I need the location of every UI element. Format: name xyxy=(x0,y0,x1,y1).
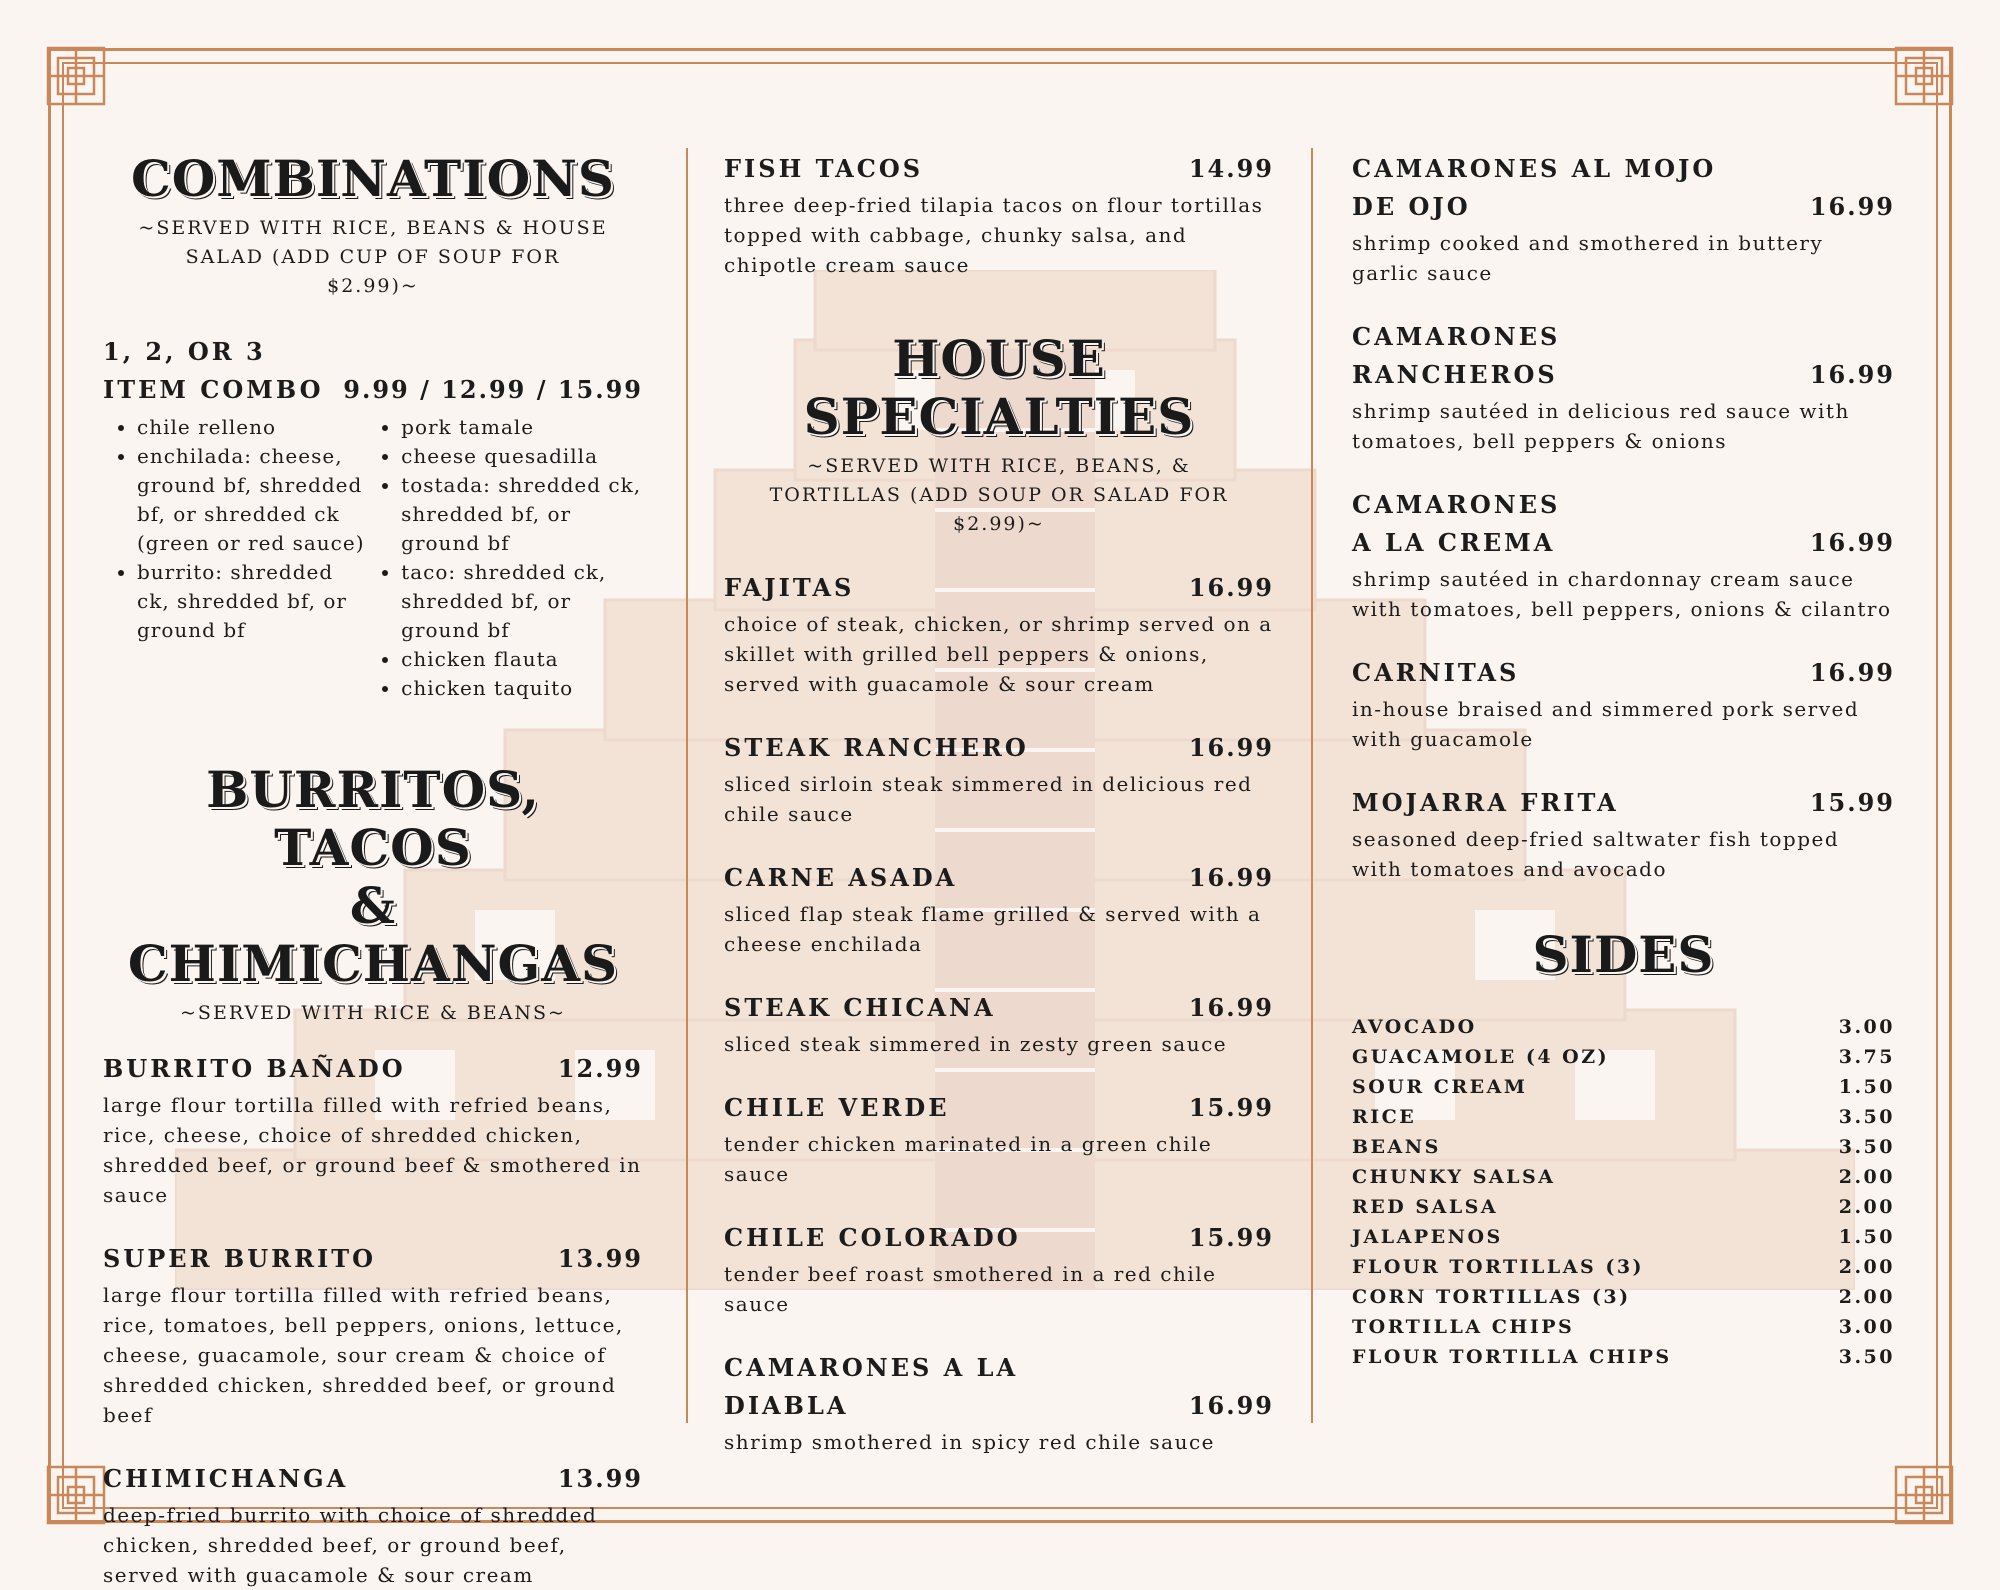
item-price: 16.99 xyxy=(1188,1391,1274,1420)
menu-item xyxy=(724,1089,1274,1189)
list-item: • tostada: shredded ck, shredded bf, or ground bf xyxy=(401,471,643,558)
side-item xyxy=(1352,1192,1895,1222)
sides-section xyxy=(1352,926,1895,1372)
list-item: • cheese quesadilla xyxy=(401,442,643,471)
side-item xyxy=(1352,1132,1895,1162)
house-title-line2: SPECIALTIES xyxy=(803,387,1195,446)
menu-item xyxy=(724,989,1274,1059)
house-note: ~SERVED WITH RICE, BEANS, & TORTILLAS (ADD SOUP OR SALAD FOR $2.99)~ xyxy=(769,455,1229,535)
side-name: RICE xyxy=(1352,1106,1417,1128)
item-name: MOJARRA FRITA xyxy=(1352,788,1619,817)
item-price: 16.99 xyxy=(1188,863,1274,892)
item-name: CHILE VERDE xyxy=(724,1093,950,1122)
side-name: BEANS xyxy=(1352,1136,1441,1158)
combinations-title: COMBINATIONS xyxy=(130,149,616,208)
combo-prices: 9.99 / 12.99 / 15.99 xyxy=(343,375,643,404)
item-name: SUPER BURRITO xyxy=(103,1244,376,1273)
sides-list xyxy=(1352,1012,1895,1372)
item-name: FAJITAS xyxy=(724,573,855,602)
menu-item xyxy=(1352,784,1895,884)
combo-line1: 1, 2, OR 3 xyxy=(103,337,266,366)
menu-item xyxy=(1352,654,1895,754)
combinations-note: ~SERVED WITH RICE, BEANS & HOUSE SALAD (ADD CUP OF SOUP FOR $2.99)~ xyxy=(138,217,608,297)
side-price: 2.00 xyxy=(1838,1256,1895,1278)
item-description: choice of steak, chicken, or shrimp served on a skillet with grilled bell peppers & onions, served with guacamole & sour cream xyxy=(724,612,1273,696)
combo-list-left xyxy=(103,413,369,703)
item-name: CHILE COLORADO xyxy=(724,1223,1021,1252)
house-title-line1: HOUSE xyxy=(892,329,1106,388)
item-name: CAMARONES xyxy=(1352,490,1561,519)
item-price: 16.99 xyxy=(1809,192,1895,221)
side-price: 2.00 xyxy=(1838,1286,1895,1308)
item-description: large flour tortilla filled with refried beans, rice, tomatoes, bell peppers, onions, lettuce, cheese, guacamole, sour cream & choice of shredded chicken, shredded beef, or ground beef xyxy=(103,1283,624,1427)
side-name: GUACAMOLE (4 OZ) xyxy=(1352,1046,1610,1068)
item-description: shrimp cooked and smothered in buttery garlic sauce xyxy=(1352,231,1824,285)
list-item: • taco: shredded ck, shredded bf, or ground bf xyxy=(401,558,643,645)
item-description: tender beef roast smothered in a red chile sauce xyxy=(724,1262,1217,1316)
side-price: 3.50 xyxy=(1838,1346,1895,1368)
item-description: in-house braised and simmered pork served with guacamole xyxy=(1352,697,1860,751)
side-price: 3.50 xyxy=(1838,1136,1895,1158)
item-name: FISH TACOS xyxy=(724,154,924,183)
item-price: 15.99 xyxy=(1188,1093,1274,1122)
item-name: STEAK RANCHERO xyxy=(724,733,1029,762)
corner-ornament-icon xyxy=(46,46,136,136)
side-price: 3.50 xyxy=(1838,1106,1895,1128)
list-item: • chicken taquito xyxy=(401,674,643,703)
item-name: STEAK CHICANA xyxy=(724,993,996,1022)
menu-item xyxy=(724,569,1274,699)
menu-item xyxy=(724,859,1274,959)
item-price: 13.99 xyxy=(557,1244,643,1273)
menu-item xyxy=(1352,486,1895,624)
item-price: 13.99 xyxy=(557,1464,643,1493)
menu-item xyxy=(724,150,1274,280)
burritos-note: ~SERVED WITH RICE & BEANS~ xyxy=(180,1002,566,1024)
combo-options xyxy=(103,413,643,703)
item-description: seasoned deep-fried saltwater fish topped with tomatoes and avocado xyxy=(1352,827,1840,881)
item-price: 16.99 xyxy=(1809,360,1895,389)
side-item xyxy=(1352,1042,1895,1072)
side-price: 1.50 xyxy=(1838,1076,1895,1098)
item-price: 16.99 xyxy=(1188,993,1274,1022)
side-item xyxy=(1352,1012,1895,1042)
menu-item xyxy=(103,1240,643,1430)
side-name: CHUNKY SALSA xyxy=(1352,1166,1556,1188)
item-price: 12.99 xyxy=(557,1054,643,1083)
menu-item xyxy=(103,1050,643,1210)
item-description: sliced sirloin steak simmered in delicious red chile sauce xyxy=(724,772,1253,826)
item-name: CAMARONES AL MOJO xyxy=(1352,154,1717,183)
list-item: • burrito: shredded ck, shredded bf, or ground bf xyxy=(137,558,369,645)
item-price: 14.99 xyxy=(1188,154,1274,183)
menu-item xyxy=(1352,150,1895,288)
side-item xyxy=(1352,1072,1895,1102)
item-description: deep-fried burrito with choice of shredded chicken, shredded beef, or ground beef, served with guacamole & sour cream xyxy=(103,1503,598,1587)
item-name: CAMARONES A LA xyxy=(724,1353,1019,1382)
item-name: RANCHEROS xyxy=(1352,360,1558,389)
item-description: shrimp sautéed in delicious red sauce with tomatoes, bell peppers & onions xyxy=(1352,399,1850,453)
column-right xyxy=(1352,150,1895,1372)
side-item xyxy=(1352,1162,1895,1192)
side-name: TORTILLA CHIPS xyxy=(1352,1316,1575,1338)
burritos-title-line1: BURRITOS, TACOS xyxy=(206,760,540,877)
side-price: 2.00 xyxy=(1838,1196,1895,1218)
side-item xyxy=(1352,1102,1895,1132)
column-divider xyxy=(686,148,688,1423)
item-description: shrimp sautéed in chardonnay cream sauce with tomatoes, bell peppers, onions & cilantro xyxy=(1352,567,1892,621)
burritos-title-line2: & CHIMICHANGAS xyxy=(127,876,619,993)
side-item xyxy=(1352,1342,1895,1372)
side-name: FLOUR TORTILLA CHIPS xyxy=(1352,1346,1672,1368)
side-name: FLOUR TORTILLAS (3) xyxy=(1352,1256,1645,1278)
list-item: • pork tamale xyxy=(401,413,643,442)
item-name: CAMARONES xyxy=(1352,322,1561,351)
item-description: shrimp smothered in spicy red chile sauce xyxy=(724,1430,1215,1454)
column-middle xyxy=(724,150,1274,1457)
menu-item xyxy=(724,1349,1274,1457)
corner-ornament-icon xyxy=(1864,1435,1954,1525)
menu-item xyxy=(1352,318,1895,456)
side-name: RED SALSA xyxy=(1352,1196,1499,1218)
list-item: • chicken flauta xyxy=(401,645,643,674)
side-price: 1.50 xyxy=(1838,1226,1895,1248)
side-price: 3.75 xyxy=(1838,1046,1895,1068)
side-item xyxy=(1352,1222,1895,1252)
item-name: BURRITO BAÑADO xyxy=(103,1054,406,1083)
item-price: 15.99 xyxy=(1188,1223,1274,1252)
item-name: DE OJO xyxy=(1352,192,1471,221)
side-item xyxy=(1352,1252,1895,1282)
item-name: A LA CREMA xyxy=(1352,528,1556,557)
item-name: CHIMICHANGA xyxy=(103,1464,349,1493)
item-name: DIABLA xyxy=(724,1391,849,1420)
side-item xyxy=(1352,1282,1895,1312)
column-divider xyxy=(1311,148,1313,1423)
side-price: 2.00 xyxy=(1838,1166,1895,1188)
menu-item xyxy=(724,1219,1274,1319)
item-name: CARNE ASADA xyxy=(724,863,958,892)
item-price: 16.99 xyxy=(1188,573,1274,602)
list-item: • enchilada: cheese, ground bf, shredded bf, or shredded ck (green or red sauce) xyxy=(137,442,369,558)
side-price: 3.00 xyxy=(1838,1016,1895,1038)
item-description: tender chicken marinated in a green chile sauce xyxy=(724,1132,1213,1186)
house-specialties-section xyxy=(724,330,1274,1457)
side-name: CORN TORTILLAS (3) xyxy=(1352,1286,1631,1308)
side-name: SOUR CREAM xyxy=(1352,1076,1528,1098)
item-description: sliced flap steak flame grilled & served with a cheese enchilada xyxy=(724,902,1262,956)
item-description: three deep-fried tilapia tacos on flour tortillas topped with cabbage, chunky salsa, and chipotle cream sauce xyxy=(724,193,1264,277)
item-price: 15.99 xyxy=(1809,788,1895,817)
side-name: AVOCADO xyxy=(1352,1016,1477,1038)
column-left xyxy=(103,150,643,1590)
combo-line2: ITEM COMBO xyxy=(103,375,324,404)
item-price: 16.99 xyxy=(1188,733,1274,762)
side-name: JALAPENOS xyxy=(1352,1226,1503,1248)
item-price: 16.99 xyxy=(1809,658,1895,687)
list-item: • chile relleno xyxy=(137,413,369,442)
burritos-section xyxy=(103,761,643,1590)
corner-ornament-icon xyxy=(1864,46,1954,136)
item-name: CARNITAS xyxy=(1352,658,1520,687)
sides-title: SIDES xyxy=(1532,925,1715,984)
combo-list-right xyxy=(369,413,643,703)
item-description: large flour tortilla filled with refried beans, rice, cheese, choice of shredded chicken, shredded beef, or ground beef & smothered in sauce xyxy=(103,1093,642,1207)
item-description: sliced steak simmered in zesty green sauce xyxy=(724,1032,1228,1056)
side-item xyxy=(1352,1312,1895,1342)
combo-header xyxy=(103,333,643,409)
menu-item xyxy=(724,729,1274,829)
item-price: 16.99 xyxy=(1809,528,1895,557)
side-price: 3.00 xyxy=(1838,1316,1895,1338)
